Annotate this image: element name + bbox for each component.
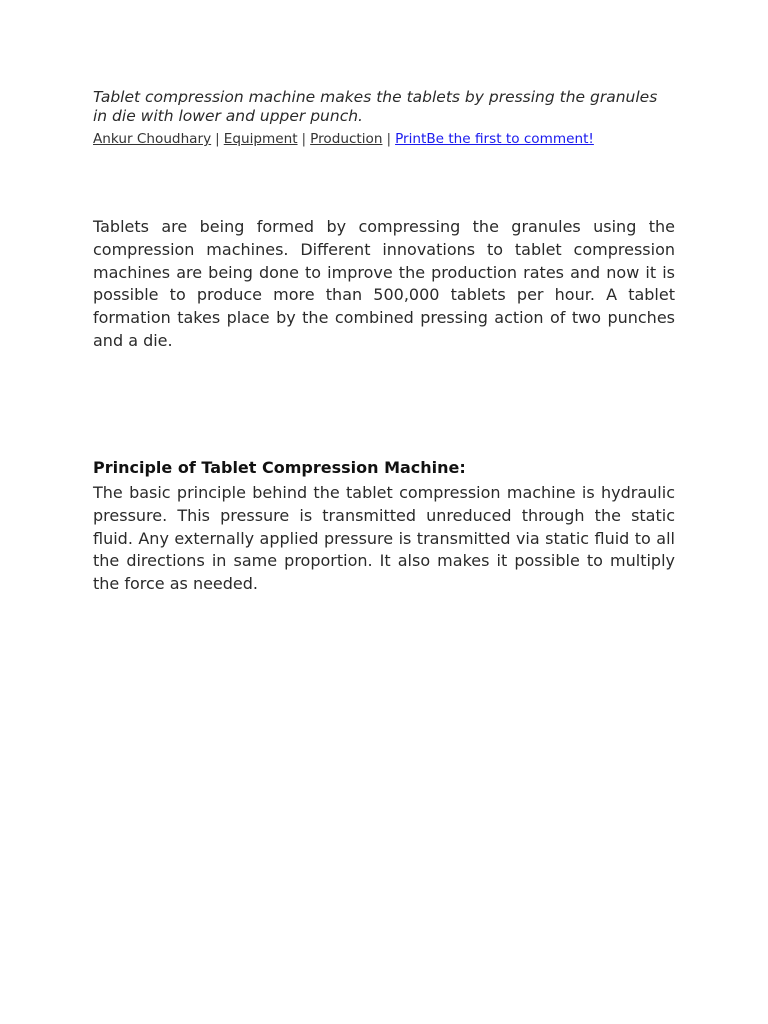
- print-link[interactable]: Print: [395, 131, 427, 147]
- section-heading: Principle of Tablet Compression Machine:: [93, 458, 466, 477]
- category-production-link[interactable]: Production: [310, 131, 383, 147]
- author-link[interactable]: Ankur Choudhary: [93, 131, 212, 147]
- article-meta: [93, 129, 693, 149]
- meta-separator: |: [215, 131, 220, 147]
- intro-paragraph: Tablets are being formed by compressing the granules using the compression machines. Different innovations to tablet compression machines are being done to improve the production rates and now it is possible to produce more than 500,000 tablets per hour. A tablet formation takes place by the combined pressing action of two punches and a die.: [93, 217, 675, 350]
- article-subtitle: Tablet compression machine makes the tablets by pressing the granules in die with lower and upper punch.: [93, 88, 658, 125]
- comment-link[interactable]: Be the first to comment!: [426, 131, 594, 147]
- meta-separator: |: [386, 131, 392, 147]
- principle-paragraph: The basic principle behind the tablet compression machine is hydraulic pressure. This pressure is transmitted unreduced through the static fluid. Any externally applied pressure is transmitted via static fluid to all the directions in same proportion. It also makes it possible to multiply the force as needed.: [93, 483, 675, 594]
- category-equipment-link[interactable]: Equipment: [223, 131, 298, 147]
- meta-separator: |: [301, 131, 307, 147]
